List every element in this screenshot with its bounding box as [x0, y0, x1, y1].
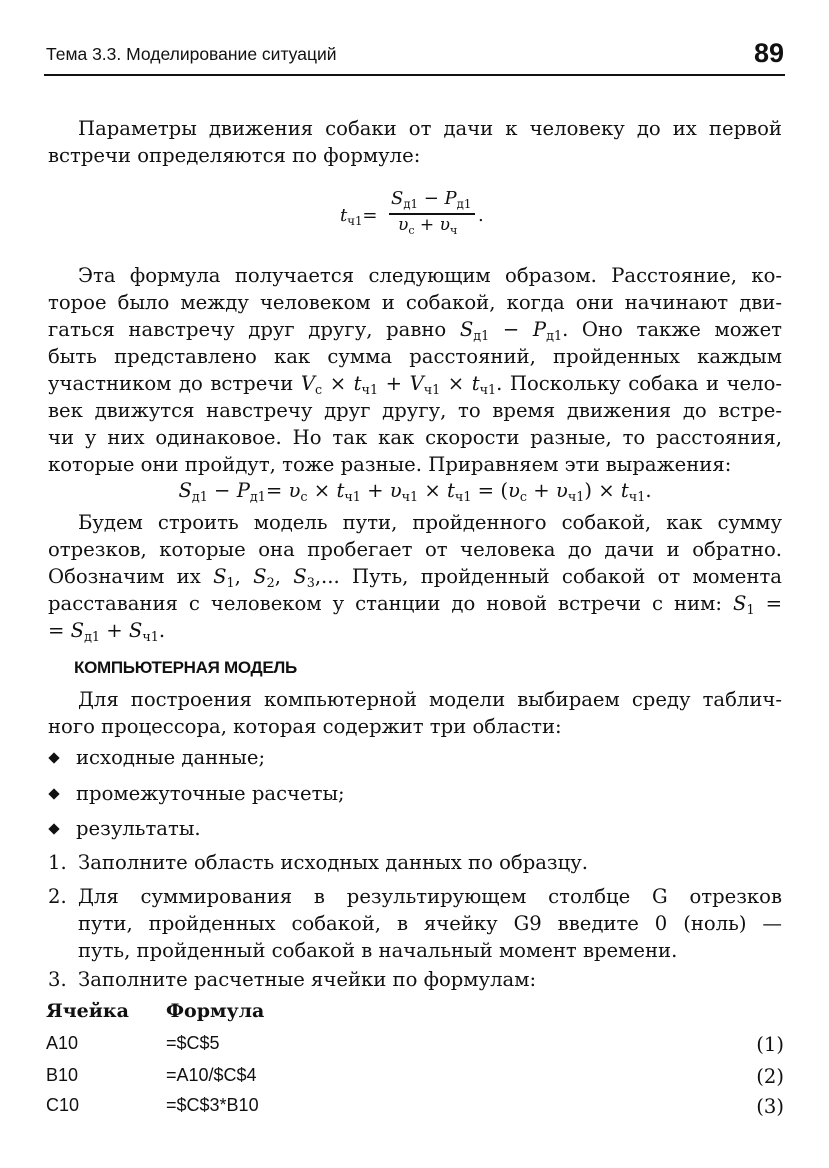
bullet-text: промежуточные расчеты; — [76, 782, 345, 805]
paragraph-model — [48, 509, 782, 644]
step-number: 3. — [48, 968, 67, 991]
step-text: Заполните область исходных данных по образцу. — [78, 851, 588, 874]
paragraph-intro — [48, 115, 782, 169]
text-line: век движутся навстречу друг другу, то время движения до встре- — [48, 399, 782, 422]
bullet-text: результаты. — [76, 817, 201, 840]
formula-lhs: $t_{ч1}=$ — [340, 205, 378, 228]
cell-formula: =$C$3*B10 — [166, 1095, 259, 1115]
formula-number: (2) — [756, 1065, 784, 1088]
formula-t-ch1 — [340, 188, 500, 248]
text-line: = $S_{д1} + S_{ч1}$. — [48, 619, 166, 645]
text-line: Эта формула получается следующим образом. Расстояние, ко- — [78, 264, 782, 287]
bullet-text: исходные данные; — [76, 746, 266, 769]
text-line: быть представлено как сумма расстояний, пройденных каждым — [48, 345, 782, 368]
equation-distance: $S_{д1} - P_{д1}= \upsilon_с \times t_{ч1} + \upsilon_{ч1} \times t_{ч1} = (\upsilon_с + \upsilon_{ч1}) \times t_{ч1}$. — [178, 479, 652, 505]
table-row — [46, 1095, 784, 1125]
text-line: торое было между человеком и собакой, когда они начинают дви- — [48, 291, 782, 314]
text-line: Обозначим их $S_1$, $S_2$, $S_3$,... Путь, пройденный собакой от момента — [48, 565, 782, 591]
table-header-formula: Формула — [166, 1000, 265, 1022]
section-heading: КОМПЬЮТЕРНАЯ МОДЕЛЬ — [74, 658, 297, 677]
formula-number: (1) — [756, 1033, 784, 1056]
text-line: участником до встречи $V_с \times t_{ч1} + V_{ч1} \times t_{ч1}$. Поскольку собака и чело- — [48, 372, 782, 398]
text-line: гаться навстречу друг другу, равно $S_{д1} - P_{д1}$. Оно также может — [48, 318, 782, 344]
page-number: 89 — [753, 38, 784, 68]
cell-ref: B10 — [46, 1065, 79, 1085]
cell-ref: A10 — [46, 1033, 79, 1053]
paragraph-derivation — [48, 262, 782, 478]
text-line: расставания с человеком у станции до новой встречи с ним: $S_1$ = — [48, 592, 782, 618]
table-header-cell: Ячейка — [46, 1000, 129, 1022]
diamond-bullet-icon — [48, 752, 59, 763]
paragraph-computer-model — [48, 686, 782, 740]
running-title: Тема 3.3. Моделирование ситуаций — [46, 44, 337, 64]
text-line: ного процессора, которая содержит три области: — [48, 715, 562, 738]
diamond-bullet-icon — [48, 823, 59, 834]
formula-number: (3) — [756, 1095, 784, 1118]
cell-formula: =A10/$C$4 — [166, 1065, 257, 1085]
step-number: 2. — [48, 885, 67, 908]
text-line: встречи определяются по формуле: — [48, 144, 421, 167]
formula-denominator: $\upsilon_с + \upsilon_ч$ — [398, 215, 458, 237]
text-line: чи у них одинаковое. Но так как скорости разные, то расстояния, — [48, 426, 782, 449]
text-line: которые они пройдут, тоже разные. Приравняем эти выражения: — [48, 453, 732, 476]
table-row — [46, 1065, 784, 1095]
diamond-bullet-icon — [48, 788, 59, 799]
table-row — [46, 1033, 784, 1063]
formula-period: . — [478, 205, 484, 226]
step-text: путь, пройденный собакой в начальный момент времени. — [78, 939, 678, 962]
formula-numerator: $S_{д1} - P_{д1}$ — [391, 188, 472, 211]
text-line: Параметры движения собаки от дачи к человеку до их первой — [78, 117, 782, 140]
page-header — [46, 38, 784, 72]
text-line: Будем строить модель пути, пройденного собакой, как сумму — [78, 511, 782, 534]
text-line: отрезков, которые она пробегает от человека до дачи и обратно. — [48, 538, 782, 561]
step-text: Для суммирования в результирующем столбце G отрезков — [78, 885, 782, 908]
cell-formula: =$C$5 — [166, 1033, 220, 1053]
step-text: Заполните расчетные ячейки по формулам: — [78, 968, 537, 991]
text-line: Для построения компьютерной модели выбираем среду таблич- — [78, 688, 782, 711]
cell-ref: C10 — [46, 1095, 80, 1115]
step-number: 1. — [48, 851, 67, 874]
step-text: пути, пройденных собакой, в ячейку G9 введите 0 (ноль) — — [78, 912, 782, 935]
header-rule — [44, 74, 785, 76]
